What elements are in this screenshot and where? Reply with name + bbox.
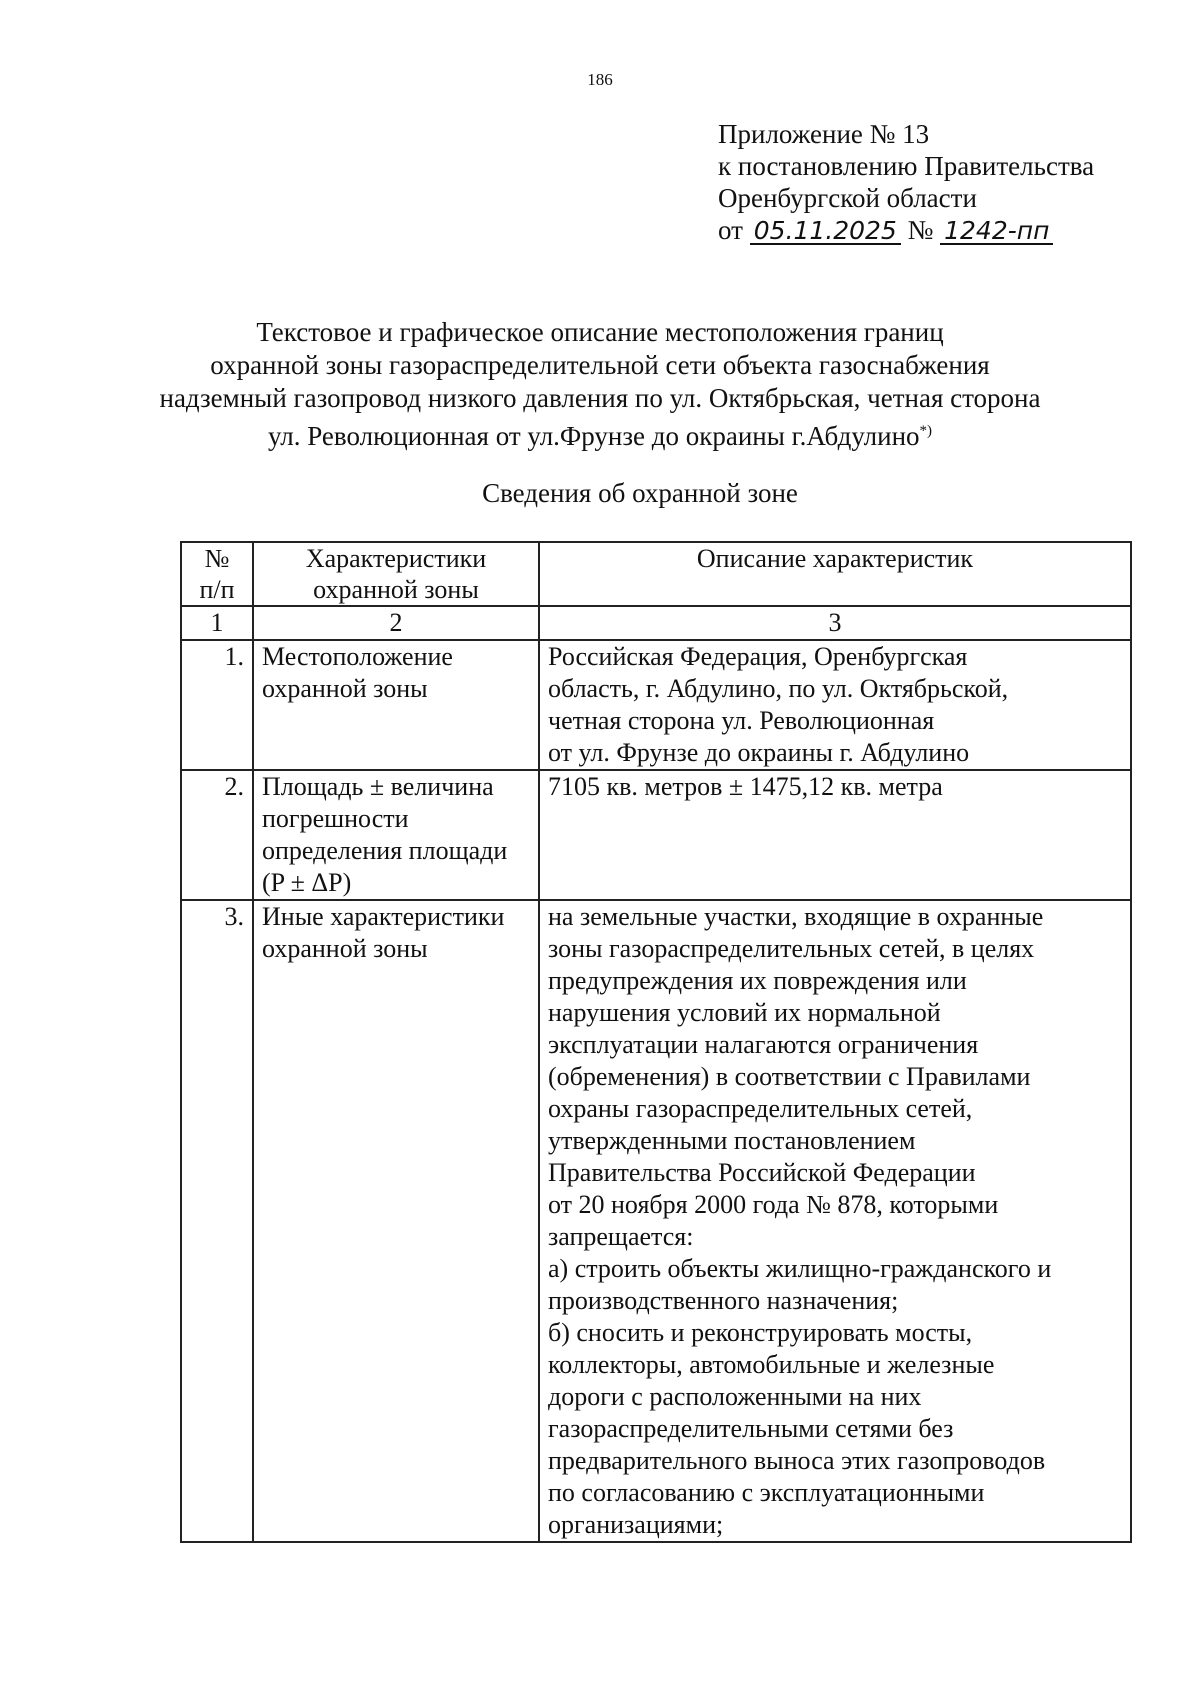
row-description-text: Российская Федерация, Оренбургская область, г. Абдулино, по ул. Октябрьской, четная сторона ул. Революционная от ул. Фрунзе до окраины г. Абдулино [548, 642, 1009, 767]
appendix-date-line [718, 214, 1178, 246]
section-title: Сведения об охранной зоне [482, 478, 798, 508]
row-number: 2. [181, 770, 253, 900]
row-description-text: на земельные участки, входящие в охранные зоны газораспределительных сетей, в целях предупреждения их повреждения или нарушения условий их нормальной эксплуатации налагаются ограничения (обременения) в соответствии с Правилами охраны газораспределительных сетей, утвержденными постановлением Правительства Российской Федерации от 20 ноября 2000 года № 878, которыми запрещается: а) строить объекты жилищно-гражданского и производственного назначения; б) сносить и реконструировать мосты, коллекторы, автомобильные и железные дороги с расположенными на них газораспределительными сетями без предварительного выноса этих газопроводов по согласованию с эксплуатационными организациями; [548, 902, 1052, 1539]
header-description [539, 542, 1131, 606]
table-index-row [181, 606, 1131, 640]
table-row [181, 770, 1131, 900]
row-characteristic-text: Местоположение охранной зоны [262, 642, 453, 703]
table-row [181, 900, 1131, 1542]
index-cell: 2 [253, 606, 539, 640]
index-cell: 1 [181, 606, 253, 640]
row-characteristic [253, 640, 539, 770]
title-line-1: Текстовое и графическое описание местоположения границ [256, 317, 944, 347]
title-line-4: ул. Революционная от ул.Фрунзе до окраины г.Абдулино [267, 421, 920, 451]
protection-zone-table [180, 541, 1132, 1543]
row-characteristic-text: Площадь ± величина погрешности определения площади (P ± ΔP) [262, 772, 508, 897]
title-line-2: охранной зоны газораспределительной сети объекта газоснабжения [210, 350, 990, 380]
header-num [181, 542, 253, 606]
index-cell: 3 [539, 606, 1131, 640]
appendix-resolution: к постановлению Правительства [718, 151, 1095, 181]
header-description-text: Описание характеристик [696, 544, 974, 573]
table-header-row [181, 542, 1131, 606]
row-description [539, 900, 1131, 1542]
appendix-header [718, 118, 1178, 246]
row-characteristic [253, 900, 539, 1542]
appendix-title: Приложение № 13 [718, 119, 930, 149]
row-number: 3. [181, 900, 253, 1542]
document-title [120, 316, 1080, 453]
title-line-3: надземный газопровод низкого давления по ул. Октябрьская, четная сторона [159, 383, 1041, 413]
number-sign: № [907, 215, 934, 245]
page-number: 186 [587, 70, 613, 89]
appendix-region: Оренбургской области [718, 183, 977, 213]
handwritten-date: 05.11.2025 [750, 219, 901, 245]
row-characteristic [253, 770, 539, 900]
row-characteristic-text: Иные характеристики охранной зоны [262, 902, 505, 963]
header-characteristic [253, 542, 539, 606]
handwritten-number: 1242-пп [940, 219, 1053, 245]
footnote-mark: *) [919, 423, 933, 439]
row-description [539, 770, 1131, 900]
header-num-text: № п/п [199, 544, 235, 604]
table-row [181, 640, 1131, 770]
row-number: 1. [181, 640, 253, 770]
header-characteristic-text: Характеристики охранной зоны [305, 544, 487, 604]
title-line-4-wrap [120, 415, 1080, 453]
row-description [539, 640, 1131, 770]
date-prefix: от [718, 215, 743, 245]
row-description-text: 7105 кв. метров ± 1475,12 кв. метра [548, 772, 943, 801]
